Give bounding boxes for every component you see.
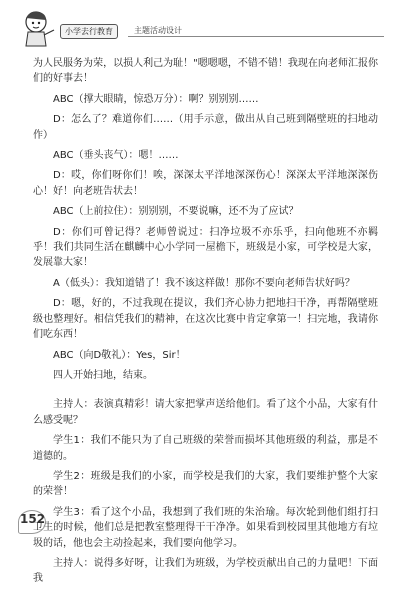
paragraph: D：你们可曾记得？老师曾说过：扫净垃圾不亦乐乎，扫向他班不亦羁乎！我们共同生活在麒麟中心小学同一屋檐下，班级是小家，可学校是大家，发展靠大家！ bbox=[33, 226, 378, 269]
paragraph: 学生1：我们不能只为了自己班级的荣誉而损坏其他班级的利益，那是不道德的。 bbox=[33, 435, 378, 462]
cartoon-boy-icon bbox=[16, 8, 66, 48]
paragraph: D：怎么了？难道你们……（用手示意，做出从自己班到隔壁班的扫地动作） bbox=[33, 114, 378, 141]
paragraph: ABC（撑大眼睛，惊恐万分）：啊？别别别…… bbox=[53, 93, 259, 105]
paragraph: 为人民服务为荣，以损人利己为耻！"嗯嗯嗯，不错不错！我现在向老师汇报你们的好事去！ bbox=[33, 58, 378, 85]
paragraph: ABC（垂头丧气）：嗯！…… bbox=[53, 150, 179, 162]
page-number: 152 bbox=[20, 512, 46, 526]
section-title: 主题活动设计 bbox=[134, 26, 182, 35]
header-divider bbox=[128, 36, 384, 37]
paragraph: 主持人：说得多好呀，让我们为班级，为学校贡献出自己的力量吧！下面我 bbox=[33, 557, 378, 585]
book-title-badge: 小学去行教育 bbox=[60, 24, 118, 39]
paragraph: ABC（上前拉住）：别别别，不要说嘛，还不为了应试？ bbox=[53, 206, 299, 218]
page-header bbox=[16, 8, 384, 48]
paragraph: 学生3：看了这个小品，我想到了我们班的朱治瑜。每次轮到他们组打扫卫生的时候，他们总是把教室整理得干干净净。如果看到校园里其他地方有垃圾的话，他也会主动捡起来，我们要向他学习。 bbox=[33, 506, 378, 549]
paragraph: D：哎，你们呀你们！唉，深深太平洋地深深伤心！深深太平洋地深深伤心！好！向老班告状去！ bbox=[33, 170, 378, 197]
paragraph: 四人开始扫地，结束。 bbox=[53, 369, 153, 381]
paragraph: A（低头）：我知道错了！我不该这样做！那你不要向老师告状好吗？ bbox=[53, 277, 355, 289]
paragraph: 主持人：表演真精彩！请大家把掌声送给他们。看了这个小品，大家有什么感受呢？ bbox=[33, 399, 378, 426]
body-text bbox=[33, 56, 378, 592]
paragraph: D：嗯，好的，不过我现在提议，我们齐心协力把地扫干净，再帮隔壁班级也整理好。相信凭我们的精神，在这次比赛中肯定拿第一！扫完地，我请你们吃东西！ bbox=[33, 298, 378, 341]
paragraph: ABC（向D敬礼）：Yes，Sir！ bbox=[53, 349, 186, 361]
paragraph: 学生2：班级是我们的小家，而学校是我们的大家，我们要维护整个大家的荣誉！ bbox=[33, 470, 378, 498]
